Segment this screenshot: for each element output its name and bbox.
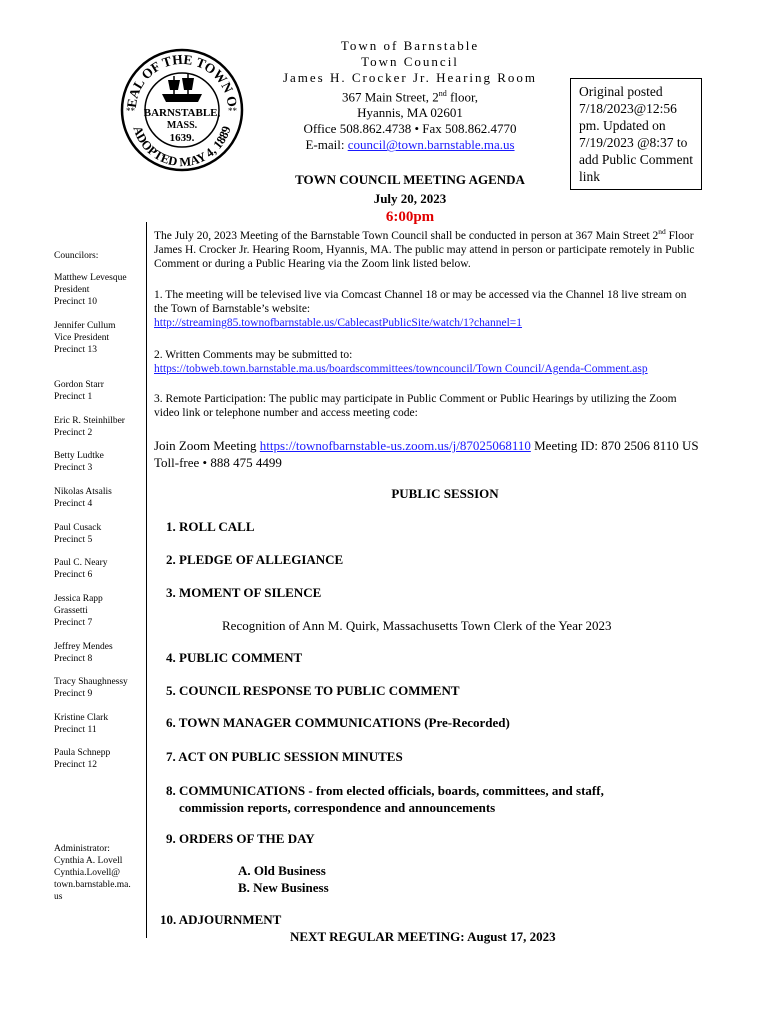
agenda-comment-link[interactable]: https://tobweb.town.barnstable.ma.us/boardscommittees/towncouncil/Town Council/Agenda-Comment.asp [154,363,648,375]
streaming-link[interactable]: http://streaming85.townofbarnstable.us/CablecastPublicSite/watch/1?channel=1 [154,317,523,329]
councilor-entry: Kristine Clark Precinct 11 [54,713,109,735]
silence-recognition: Recognition of Ann M. Quirk, Massachusetts Town Clerk of the Year 2023 [222,618,612,633]
agenda-item-adjournment: 10. ADJOURNMENT [160,912,282,927]
agenda-item-pledge: 2. PLEDGE OF ALLEGIANCE [166,552,344,567]
agenda-date: July 20, 2023 [373,191,447,206]
councilor-entry: Paul Cusack Precinct 5 [54,523,102,545]
zoom-info: Join Zoom Meeting https://townofbarnstable-us.zoom.us/j/87025068110 Meeting ID: 870 2506 8110 US Toll-free • 888 475 4499 [154,438,699,470]
seal-ring-top: EAL OF THE TOWN O [123,51,241,109]
zoom-meeting-link[interactable]: https://townofbarnstable-us.zoom.us/j/87025068110 [259,438,531,453]
councilor-entry: Jennifer Cullum Vice President Precinct 13 [54,321,116,355]
agenda-item-minutes: 7. ACT ON PUBLIC SESSION MINUTES [166,749,403,764]
councilor-entry: Jessica Rapp Grassetti Precinct 7 [54,594,103,628]
posted-note-box [570,78,702,190]
seal-center-year: 1639. [169,132,195,144]
councilor-entry: Eric R. Steinhilber Precinct 2 [54,416,125,438]
agenda-heading: TOWN COUNCIL MEETING AGENDA [295,172,525,187]
seal-ring-bottom: ADOPTED MAY 4, 1889 [130,124,234,170]
agenda-item-roll-call: 1. ROLL CALL [166,519,255,534]
agenda-title [260,170,560,227]
svg-text:**: ** [126,106,135,116]
councilor-entry: Matthew Levesque President Precinct 10 [54,273,127,307]
orders-new-business: B. New Business [238,880,329,895]
header-email-line: E-mail: council@town.barnstable.ma.us [305,137,515,153]
broadcast-paragraph: 1. The meeting will be televised live via Comcast Channel 18 or may be accessed via the Channel 18 live stream on the Town of Barnstable’s website: http://streaming85.townofbarnstable.us/CablecastPublicSite/watch/1?channel=1 [154,289,687,329]
remote-participation-paragraph: 3. Remote Participation: The public may participate in Public Comment or Public Hearings by utilizing the Zoom video link or telephone number and access meeting code: [154,393,677,419]
council-email-link[interactable]: council@town.barnstable.ma.us [347,137,515,153]
agenda-item-orders: 9. ORDERS OF THE DAY [166,831,315,846]
public-session-title: PUBLIC SESSION [391,486,499,501]
seal-center-line1: BARNSTABLE, [143,107,221,119]
councilors-heading: Councilors: [54,251,99,261]
agenda-item-council-response: 5. COUNCIL RESPONSE TO PUBLIC COMMENT [166,683,460,698]
councilor-entry: Nikolas Atsalis Precinct 4 [54,487,112,509]
written-comments-paragraph: 2. Written Comments may be submitted to: https://tobweb.town.barnstable.ma.us/boardscommittees/towncouncil/Town Council/Agenda-Comment.asp [154,349,648,375]
orders-old-business: A. Old Business [238,863,326,878]
header-city: Hyannis, MA 02601 [357,105,463,121]
header-street: 367 Main Street, 2nd floor, [341,89,478,105]
agenda-item-communications: 8. COMMUNICATIONS - from elected officials, boards, committees, and staff, commission reports, correspondence and announcements [166,783,604,815]
councilor-entry: Betty Ludtke Precinct 3 [54,451,104,473]
header-phone: Office 508.862.4738 • Fax 508.862.4770 [303,121,517,137]
intro-paragraph: The July 20, 2023 Meeting of the Barnstable Town Council shall be conducted in person at 367 Main Street 2nd Floor James H. Crocker Jr. Hearing Room, Hyannis, MA. The public may attend in person or participate remotely in Public Comment or during a Public Hearing via the Zoom link listed below. [154,227,695,270]
seal-graphic [118,46,246,174]
header-town: Town of Barnstable [340,38,480,53]
header-council: Town Council [361,54,459,69]
councilor-entry: Jeffrey Mendes Precinct 8 [54,642,113,664]
councilor-entry: Gordon Starr Precinct 1 [54,380,104,402]
councilor-entry: Tracy Shaughnessy Precinct 9 [54,677,128,699]
sidebar-divider [146,222,147,938]
agenda-item-manager-comms: 6. TOWN MANAGER COMMUNICATIONS (Pre-Recorded) [166,715,510,730]
agenda-time: 6:00pm [385,209,435,225]
header-room: James H. Crocker Jr. Hearing Room [282,70,538,85]
town-seal [118,46,246,174]
svg-text:**: ** [228,106,237,116]
agenda-item-silence: 3. MOMENT OF SILENCE [166,585,322,600]
councilor-entry: Paul C. Neary Precinct 6 [54,558,108,580]
administrator-block: Administrator: Cynthia A. Lovell Cynthia.Lovell@ town.barnstable.ma. us [54,844,131,902]
next-meeting: NEXT REGULAR MEETING: August 17, 2023 [290,929,556,944]
posted-note: Original posted 7/18/2023@12:56 pm. Updated on 7/19/2023 @8:37 to add Public Comment link [579,84,693,184]
councilor-entry: Paula Schnepp Precinct 12 [54,748,111,770]
header [230,38,590,153]
seal-center-line2: MASS. [166,120,198,131]
agenda-item-public-comment: 4. PUBLIC COMMENT [166,650,303,665]
